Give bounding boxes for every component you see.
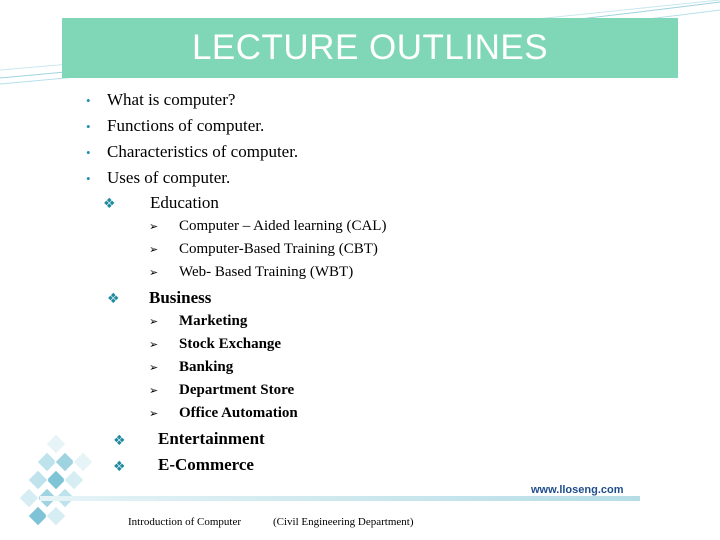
list-item: ➢ Department Store xyxy=(149,379,298,402)
bullet-dot-icon: • xyxy=(86,119,91,134)
list-item: ➢ Web- Based Training (WBT) xyxy=(149,261,386,284)
education-list xyxy=(149,215,386,284)
arrow-bullet-icon: ➢ xyxy=(149,361,159,374)
footer-divider xyxy=(40,496,640,501)
list-item: ➢ Computer – Aided learning (CAL) xyxy=(149,215,386,238)
arrow-bullet-icon: ➢ xyxy=(149,266,159,279)
list-item: ➢ Stock Exchange xyxy=(149,333,298,356)
website-url: www.lloseng.com xyxy=(531,484,624,496)
arrow-bullet-icon: ➢ xyxy=(149,315,159,328)
section-heading-education: Education xyxy=(150,193,219,212)
arrow-bullet-icon: ➢ xyxy=(149,384,159,397)
diamond-bullet-icon: ❖ xyxy=(113,459,126,475)
footer-course-title: Introduction of Computer xyxy=(128,516,242,528)
bullet-dot-icon: • xyxy=(86,145,91,160)
section-heading-business: Business xyxy=(149,288,212,307)
list-item: ➢ Banking xyxy=(149,356,298,379)
diamond-bullet-icon: ❖ xyxy=(107,291,120,307)
list-item: • Characteristics of computer. xyxy=(86,139,298,165)
business-list xyxy=(149,310,298,425)
decorative-tiles xyxy=(0,415,130,540)
arrow-bullet-icon: ➢ xyxy=(149,220,159,233)
list-item: ➢ Computer-Based Training (CBT) xyxy=(149,238,386,261)
arrow-bullet-icon: ➢ xyxy=(149,338,159,351)
arrow-bullet-icon: ➢ xyxy=(149,243,159,256)
list-item: • Uses of computer. xyxy=(86,165,298,191)
list-item: • What is computer? xyxy=(86,87,298,113)
list-item: ➢ Marketing xyxy=(149,310,298,333)
footer-department: (Civil Engineering Department) xyxy=(273,516,414,528)
section-heading-ecommerce: E-Commerce xyxy=(158,455,254,474)
bullet-dot-icon: • xyxy=(86,93,91,108)
title-bar xyxy=(62,18,678,78)
bullet-dot-icon: • xyxy=(86,171,91,186)
arrow-bullet-icon: ➢ xyxy=(149,407,159,420)
section-heading-entertainment: Entertainment xyxy=(158,429,265,448)
list-item: ➢ Office Automation xyxy=(149,402,298,425)
list-item: • Functions of computer. xyxy=(86,113,298,139)
slide-title: LECTURE OUTLINES xyxy=(191,28,549,67)
diamond-bullet-icon: ❖ xyxy=(103,196,116,212)
diamond-bullet-icon: ❖ xyxy=(113,433,126,449)
outline-list xyxy=(86,87,298,191)
